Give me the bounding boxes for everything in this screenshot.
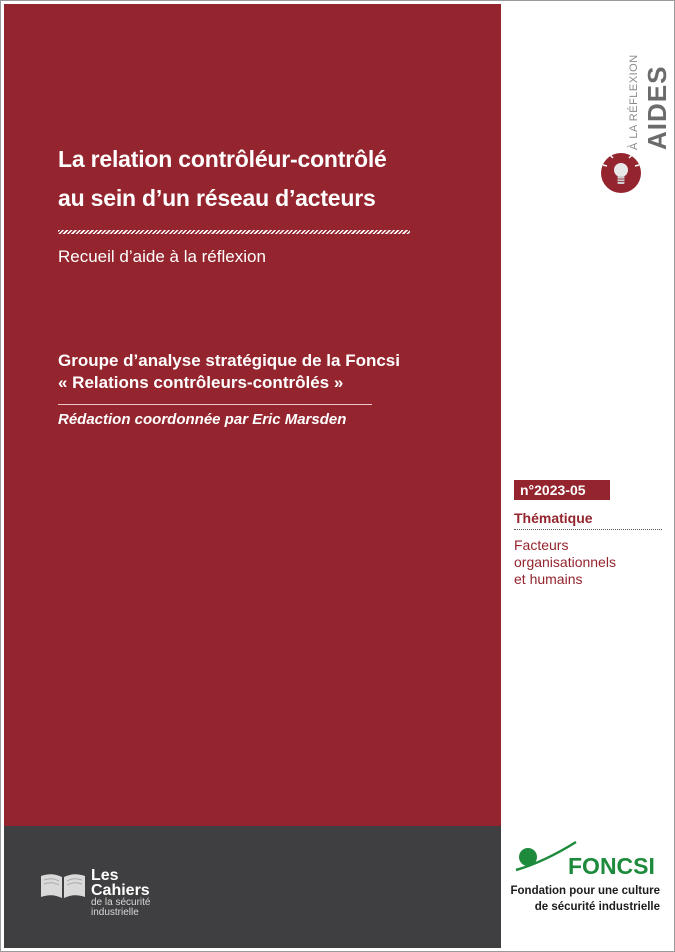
thematique-label: Thématique <box>514 510 593 526</box>
thematique-line-1: Facteurs <box>514 537 569 553</box>
cover-title <box>58 140 478 218</box>
cahiers-logo <box>91 868 150 918</box>
group-line-2: « Relations contrôleurs-contrôlés » <box>58 373 344 392</box>
thematique-line-3: et humains <box>514 571 583 587</box>
cahiers-title: Cahiers <box>91 882 150 899</box>
thematique-value <box>514 537 616 588</box>
thematique-line-2: organisationnels <box>514 554 616 570</box>
title-line-1: La relation contrôléur-contrôlé <box>58 146 387 172</box>
foncsi-tagline-1: Fondation pour une culture <box>510 885 660 897</box>
cahiers-sub-1: de la sécurité <box>91 897 151 908</box>
publication-number-badge: n°2023-05 <box>514 480 610 500</box>
cahiers-les: Les <box>91 867 119 884</box>
aides-sub-label: À LA RÉFLEXION <box>628 54 640 150</box>
analysis-group <box>58 350 400 394</box>
open-book-icon <box>38 870 88 900</box>
foncsi-name: FONCSI <box>568 853 655 879</box>
cahiers-sub-2: industrielle <box>91 907 139 918</box>
group-underline <box>58 404 372 405</box>
redaction-credit: Rédaction coordonnée par Eric Marsden <box>58 411 347 428</box>
group-line-1: Groupe d’analyse stratégique de la Foncsi <box>58 351 400 370</box>
aides-logo-text <box>628 54 673 150</box>
hatched-divider <box>58 230 410 234</box>
foncsi-logo <box>514 840 664 885</box>
foncsi-tagline <box>508 883 660 915</box>
title-line-2: au sein d’un réseau d’acteurs <box>58 185 376 211</box>
cover-subtitle: Recueil d’aide à la réflexion <box>58 247 266 266</box>
lightbulb-icon <box>601 153 641 193</box>
foncsi-tagline-2: de sécurité industrielle <box>534 901 660 913</box>
dotted-divider <box>514 529 662 530</box>
aides-main-label: AIDES <box>642 65 672 150</box>
